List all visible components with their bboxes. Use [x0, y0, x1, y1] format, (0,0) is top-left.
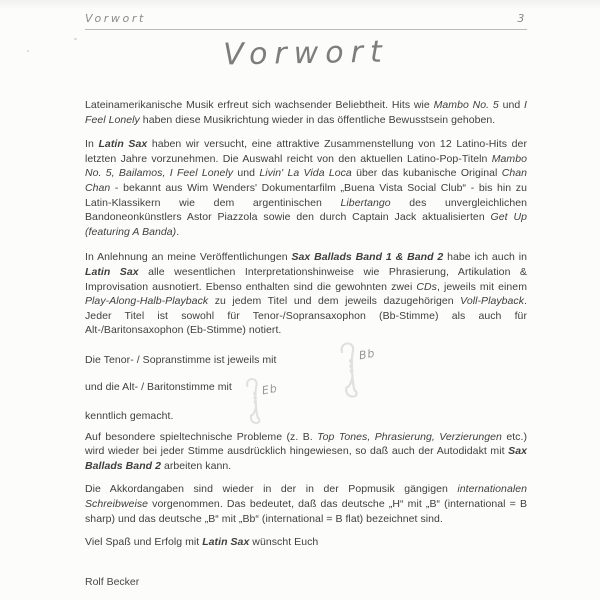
alto-voice-text: und die Alt- / Baritonstimme mit — [85, 380, 232, 393]
paragraph-editions: In Anlehnung an meine Veröffentlichungen Sax Ballads Band 1 & Band 2 habe ich auch in Latin Sax alle wesentlichen Interpretationshinweise wie Phrasierung, Artikulation & Improvisation ausnotiert. Ebenso enthalten sind die gewohnten zwei CDs, jeweils mit einem Play-Along-Halb-Playback zu jedem Titel und dem jeweils dazugehörigen Voll-Playback. Jeder Titel ist sowohl für Tenor-/Sopransaxophon (Bb-Stimme) als auch für Alt-/Baritonsaxophon (Eb-Stimme) notiert. — [85, 251, 527, 337]
page-title: Vorwort — [222, 34, 390, 73]
tenor-voice-line — [85, 346, 527, 368]
paragraph-intro: Lateinamerikanische Musik erfreut sich wachsender Beliebtheit. Hits wie Mambo No. 5 und I Feel Lonely haben diese Musikrichtung wieder in das öffentliche Bewusstsein gehoben. — [85, 99, 527, 126]
scan-speck — [27, 50, 29, 52]
paragraph-selection: In Latin Sax haben wir versucht, eine attraktive Zusammenstellung von 12 Latino-Hits der letzten Jahre vorzunehmen. Die Auswahl reicht von den aktuellen Latino-Pop-Titeln Mambo No. 5, Bailamos, I Feel Lonely und Livin' La Vida Loca über das kubanische Original Chan Chan - bekannt aus Wim Wenders' Dokumentarfilm „Buena Vista Social Club“ - bis hin zu Latin-Klassikern wie dem argentinischen Libertango des unvergleichlichen Bandoneonkünstlers Astor Piazzola sowie den durch Captain Jack aktualisierten Get Up (featuring A Banda). — [85, 138, 527, 238]
header-rule — [85, 29, 527, 30]
bb-key-label: Bb — [357, 346, 377, 363]
paragraph-technique: Auf besondere spieltechnische Probleme (z. B. Top Tones, Phrasierung, Verzierungen etc.) wird wieder bei jeder Stimme ausdrücklich hingewiesen, so daß auch der Autodidakt mit Sax Ballads Band 2 arbeiten kann. — [85, 430, 527, 472]
author-signature: Rolf Becker — [85, 575, 140, 588]
tenor-voice-text: Die Tenor- / Sopranstimme ist jeweils mit — [85, 353, 277, 366]
eb-key-label: Eb — [260, 381, 279, 397]
marked-line: kenntlich gemacht. — [85, 410, 174, 423]
paragraph-chords: Die Akkordangaben sind wieder in der in der Popmusik gängigen internationalen Schreibweise vorgenommen. Das bedeutet, daß das deutsche „H“ mit „B“ (international = B sharp) und das deutsche „B“ mit „Bb“ (international = B flat) bezeichnet sind. — [85, 483, 527, 525]
page-number: 3 — [517, 12, 527, 25]
page-header — [85, 12, 527, 25]
running-title: Vorwort — [85, 12, 146, 25]
closing-line: Viel Spaß und Erfolg mit Latin Sax wünscht Euch — [85, 536, 319, 549]
page-content — [85, 12, 527, 588]
scan-speck — [74, 38, 77, 40]
alto-voice-line — [85, 380, 527, 395]
